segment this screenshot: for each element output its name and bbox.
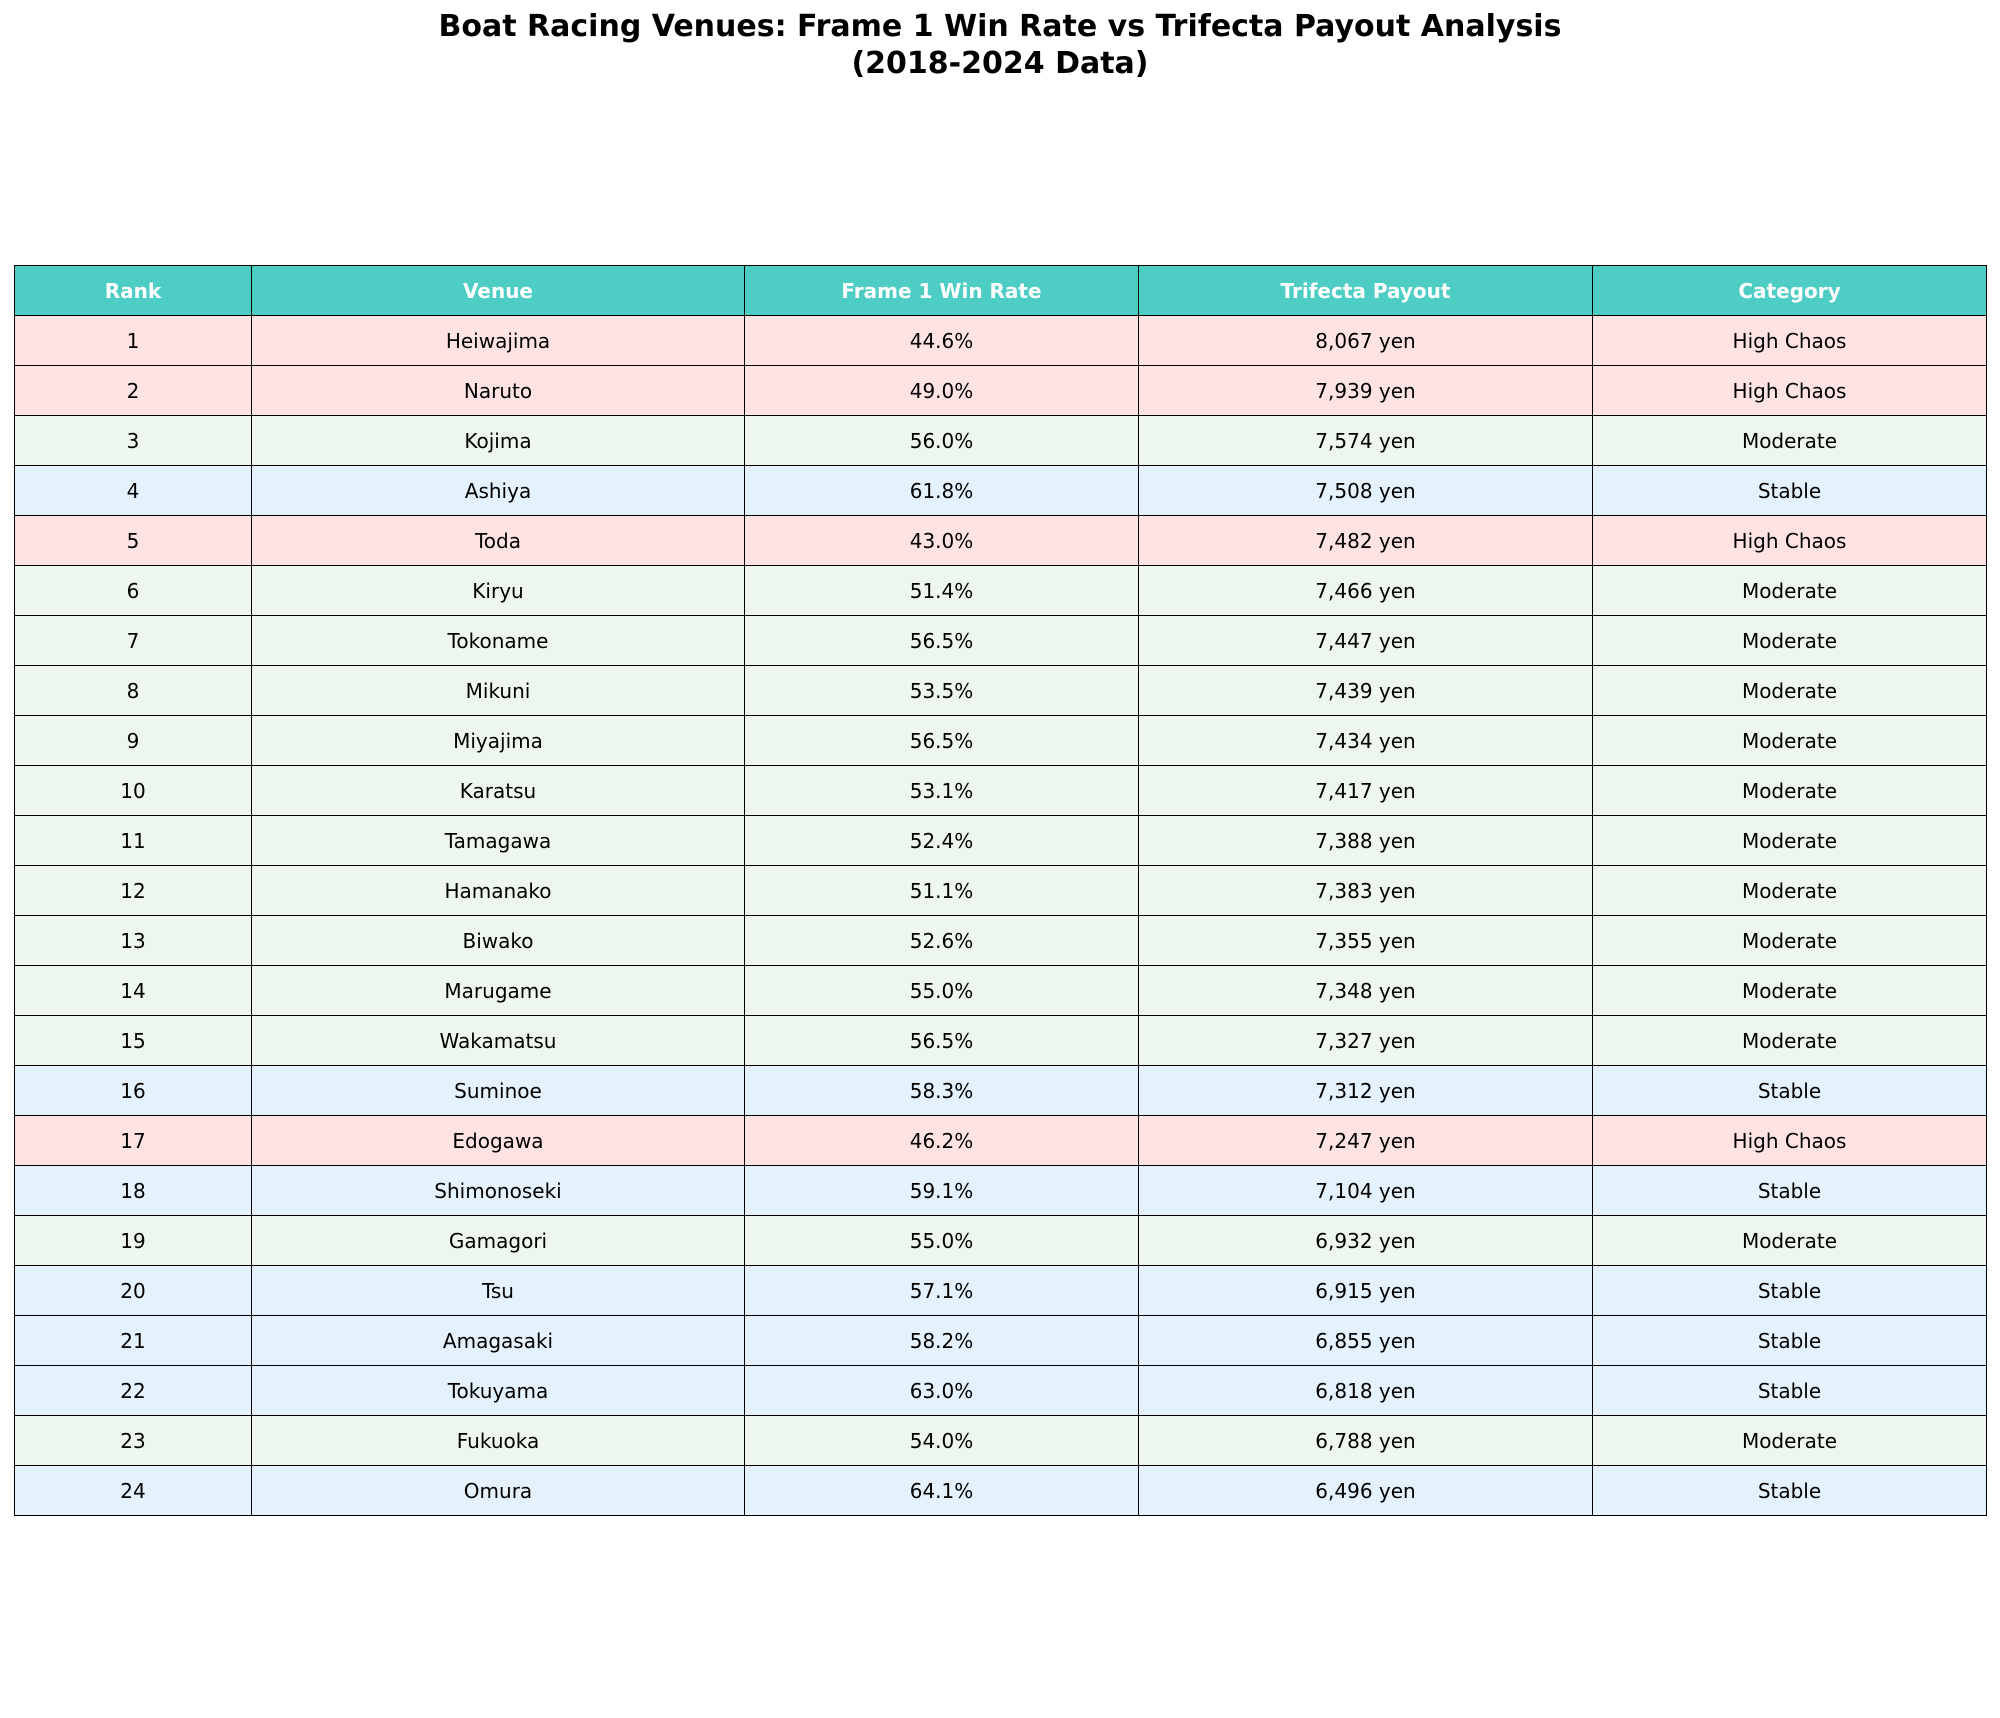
table-row bbox=[15, 566, 1987, 616]
cell-payout: 7,417 yen bbox=[1139, 766, 1593, 816]
column-header-venue: Venue bbox=[252, 266, 745, 316]
cell-category: Moderate bbox=[1593, 1416, 1987, 1466]
cell-rank: 15 bbox=[15, 1016, 252, 1066]
cell-category: High Chaos bbox=[1593, 366, 1987, 416]
cell-rank: 7 bbox=[15, 616, 252, 666]
cell-venue: Gamagori bbox=[252, 1216, 745, 1266]
chart-title-line-2: (2018-2024 Data) bbox=[851, 46, 1149, 81]
cell-win-rate: 56.5% bbox=[745, 716, 1139, 766]
cell-rank: 6 bbox=[15, 566, 252, 616]
cell-rank: 11 bbox=[15, 816, 252, 866]
cell-category: Moderate bbox=[1593, 916, 1987, 966]
cell-win-rate: 54.0% bbox=[745, 1416, 1139, 1466]
cell-rank: 14 bbox=[15, 966, 252, 1016]
table-body bbox=[15, 316, 1987, 1516]
cell-win-rate: 52.6% bbox=[745, 916, 1139, 966]
table-row bbox=[15, 466, 1987, 516]
table-row bbox=[15, 366, 1987, 416]
cell-venue: Kojima bbox=[252, 416, 745, 466]
cell-payout: 6,855 yen bbox=[1139, 1316, 1593, 1366]
cell-win-rate: 49.0% bbox=[745, 366, 1139, 416]
table-row bbox=[15, 916, 1987, 966]
cell-venue: Omura bbox=[252, 1466, 745, 1516]
table-row bbox=[15, 1316, 1987, 1366]
cell-venue: Toda bbox=[252, 516, 745, 566]
cell-payout: 7,574 yen bbox=[1139, 416, 1593, 466]
cell-category: Moderate bbox=[1593, 616, 1987, 666]
cell-category: Moderate bbox=[1593, 966, 1987, 1016]
cell-win-rate: 53.1% bbox=[745, 766, 1139, 816]
table-row bbox=[15, 1466, 1987, 1516]
table-row bbox=[15, 816, 1987, 866]
cell-venue: Suminoe bbox=[252, 1066, 745, 1116]
cell-venue: Tokuyama bbox=[252, 1366, 745, 1416]
table-row bbox=[15, 1116, 1987, 1166]
table-row bbox=[15, 616, 1987, 666]
cell-category: Moderate bbox=[1593, 766, 1987, 816]
cell-win-rate: 55.0% bbox=[745, 1216, 1139, 1266]
column-header-win-rate: Frame 1 Win Rate bbox=[745, 266, 1139, 316]
cell-venue: Wakamatsu bbox=[252, 1016, 745, 1066]
column-header-payout: Trifecta Payout bbox=[1139, 266, 1593, 316]
cell-rank: 22 bbox=[15, 1366, 252, 1416]
table-row bbox=[15, 1266, 1987, 1316]
cell-rank: 9 bbox=[15, 716, 252, 766]
table-row bbox=[15, 966, 1987, 1016]
cell-category: Stable bbox=[1593, 1466, 1987, 1516]
cell-payout: 7,466 yen bbox=[1139, 566, 1593, 616]
cell-win-rate: 44.6% bbox=[745, 316, 1139, 366]
cell-category: Stable bbox=[1593, 1166, 1987, 1216]
cell-payout: 7,482 yen bbox=[1139, 516, 1593, 566]
cell-rank: 13 bbox=[15, 916, 252, 966]
table-row bbox=[15, 1216, 1987, 1266]
cell-payout: 7,312 yen bbox=[1139, 1066, 1593, 1116]
cell-venue: Hamanako bbox=[252, 866, 745, 916]
cell-category: Moderate bbox=[1593, 566, 1987, 616]
cell-win-rate: 63.0% bbox=[745, 1366, 1139, 1416]
table-header-row bbox=[15, 266, 1987, 316]
cell-venue: Kiryu bbox=[252, 566, 745, 616]
table-row bbox=[15, 1016, 1987, 1066]
cell-win-rate: 43.0% bbox=[745, 516, 1139, 566]
cell-rank: 3 bbox=[15, 416, 252, 466]
cell-rank: 2 bbox=[15, 366, 252, 416]
cell-payout: 7,439 yen bbox=[1139, 666, 1593, 716]
table-row bbox=[15, 866, 1987, 916]
cell-win-rate: 56.0% bbox=[745, 416, 1139, 466]
cell-win-rate: 56.5% bbox=[745, 1016, 1139, 1066]
cell-rank: 17 bbox=[15, 1116, 252, 1166]
cell-win-rate: 51.1% bbox=[745, 866, 1139, 916]
table-row bbox=[15, 1066, 1987, 1116]
cell-rank: 10 bbox=[15, 766, 252, 816]
cell-rank: 16 bbox=[15, 1066, 252, 1116]
table-row bbox=[15, 766, 1987, 816]
cell-payout: 8,067 yen bbox=[1139, 316, 1593, 366]
cell-win-rate: 51.4% bbox=[745, 566, 1139, 616]
cell-venue: Tokoname bbox=[252, 616, 745, 666]
cell-venue: Edogawa bbox=[252, 1116, 745, 1166]
cell-category: High Chaos bbox=[1593, 1116, 1987, 1166]
cell-category: Moderate bbox=[1593, 666, 1987, 716]
cell-category: Moderate bbox=[1593, 1016, 1987, 1066]
cell-payout: 7,355 yen bbox=[1139, 916, 1593, 966]
cell-payout: 7,447 yen bbox=[1139, 616, 1593, 666]
cell-venue: Naruto bbox=[252, 366, 745, 416]
cell-win-rate: 59.1% bbox=[745, 1166, 1139, 1216]
cell-win-rate: 61.8% bbox=[745, 466, 1139, 516]
cell-venue: Heiwajima bbox=[252, 316, 745, 366]
cell-rank: 4 bbox=[15, 466, 252, 516]
table-row bbox=[15, 416, 1987, 466]
cell-rank: 24 bbox=[15, 1466, 252, 1516]
cell-venue: Miyajima bbox=[252, 716, 745, 766]
cell-venue: Fukuoka bbox=[252, 1416, 745, 1466]
cell-win-rate: 58.2% bbox=[745, 1316, 1139, 1366]
cell-payout: 6,496 yen bbox=[1139, 1466, 1593, 1516]
cell-rank: 23 bbox=[15, 1416, 252, 1466]
cell-payout: 6,818 yen bbox=[1139, 1366, 1593, 1416]
cell-category: High Chaos bbox=[1593, 516, 1987, 566]
cell-payout: 7,247 yen bbox=[1139, 1116, 1593, 1166]
cell-category: Moderate bbox=[1593, 1216, 1987, 1266]
cell-rank: 21 bbox=[15, 1316, 252, 1366]
cell-win-rate: 56.5% bbox=[745, 616, 1139, 666]
chart-title bbox=[0, 8, 2000, 82]
cell-win-rate: 57.1% bbox=[745, 1266, 1139, 1316]
cell-win-rate: 55.0% bbox=[745, 966, 1139, 1016]
column-header-rank: Rank bbox=[15, 266, 252, 316]
cell-payout: 7,104 yen bbox=[1139, 1166, 1593, 1216]
venue-table bbox=[14, 265, 1987, 1516]
cell-rank: 12 bbox=[15, 866, 252, 916]
venue-table-container bbox=[14, 265, 1987, 1516]
cell-win-rate: 58.3% bbox=[745, 1066, 1139, 1116]
cell-category: Stable bbox=[1593, 1366, 1987, 1416]
cell-payout: 7,388 yen bbox=[1139, 816, 1593, 866]
cell-rank: 8 bbox=[15, 666, 252, 716]
table-row bbox=[15, 1166, 1987, 1216]
cell-category: Moderate bbox=[1593, 816, 1987, 866]
cell-venue: Karatsu bbox=[252, 766, 745, 816]
cell-category: Stable bbox=[1593, 1316, 1987, 1366]
cell-venue: Ashiya bbox=[252, 466, 745, 516]
cell-venue: Amagasaki bbox=[252, 1316, 745, 1366]
cell-payout: 6,915 yen bbox=[1139, 1266, 1593, 1316]
cell-win-rate: 53.5% bbox=[745, 666, 1139, 716]
cell-payout: 7,508 yen bbox=[1139, 466, 1593, 516]
table-row bbox=[15, 666, 1987, 716]
table-row bbox=[15, 1416, 1987, 1466]
cell-payout: 7,383 yen bbox=[1139, 866, 1593, 916]
cell-payout: 7,348 yen bbox=[1139, 966, 1593, 1016]
cell-venue: Tsu bbox=[252, 1266, 745, 1316]
cell-category: Moderate bbox=[1593, 416, 1987, 466]
cell-category: High Chaos bbox=[1593, 316, 1987, 366]
column-header-category: Category bbox=[1593, 266, 1987, 316]
table-row bbox=[15, 316, 1987, 366]
cell-rank: 20 bbox=[15, 1266, 252, 1316]
cell-category: Moderate bbox=[1593, 716, 1987, 766]
cell-venue: Biwako bbox=[252, 916, 745, 966]
cell-rank: 19 bbox=[15, 1216, 252, 1266]
cell-payout: 7,939 yen bbox=[1139, 366, 1593, 416]
chart-title-line-1: Boat Racing Venues: Frame 1 Win Rate vs Trifecta Payout Analysis bbox=[438, 9, 1562, 44]
cell-category: Stable bbox=[1593, 1066, 1987, 1116]
cell-rank: 18 bbox=[15, 1166, 252, 1216]
table-row bbox=[15, 716, 1987, 766]
table-row bbox=[15, 1366, 1987, 1416]
cell-rank: 1 bbox=[15, 316, 252, 366]
cell-venue: Marugame bbox=[252, 966, 745, 1016]
cell-win-rate: 64.1% bbox=[745, 1466, 1139, 1516]
cell-category: Moderate bbox=[1593, 866, 1987, 916]
cell-venue: Mikuni bbox=[252, 666, 745, 716]
cell-venue: Shimonoseki bbox=[252, 1166, 745, 1216]
cell-payout: 6,932 yen bbox=[1139, 1216, 1593, 1266]
cell-venue: Tamagawa bbox=[252, 816, 745, 866]
cell-win-rate: 46.2% bbox=[745, 1116, 1139, 1166]
cell-payout: 6,788 yen bbox=[1139, 1416, 1593, 1466]
cell-payout: 7,327 yen bbox=[1139, 1016, 1593, 1066]
cell-payout: 7,434 yen bbox=[1139, 716, 1593, 766]
cell-category: Stable bbox=[1593, 466, 1987, 516]
cell-win-rate: 52.4% bbox=[745, 816, 1139, 866]
cell-category: Stable bbox=[1593, 1266, 1987, 1316]
table-row bbox=[15, 516, 1987, 566]
cell-rank: 5 bbox=[15, 516, 252, 566]
